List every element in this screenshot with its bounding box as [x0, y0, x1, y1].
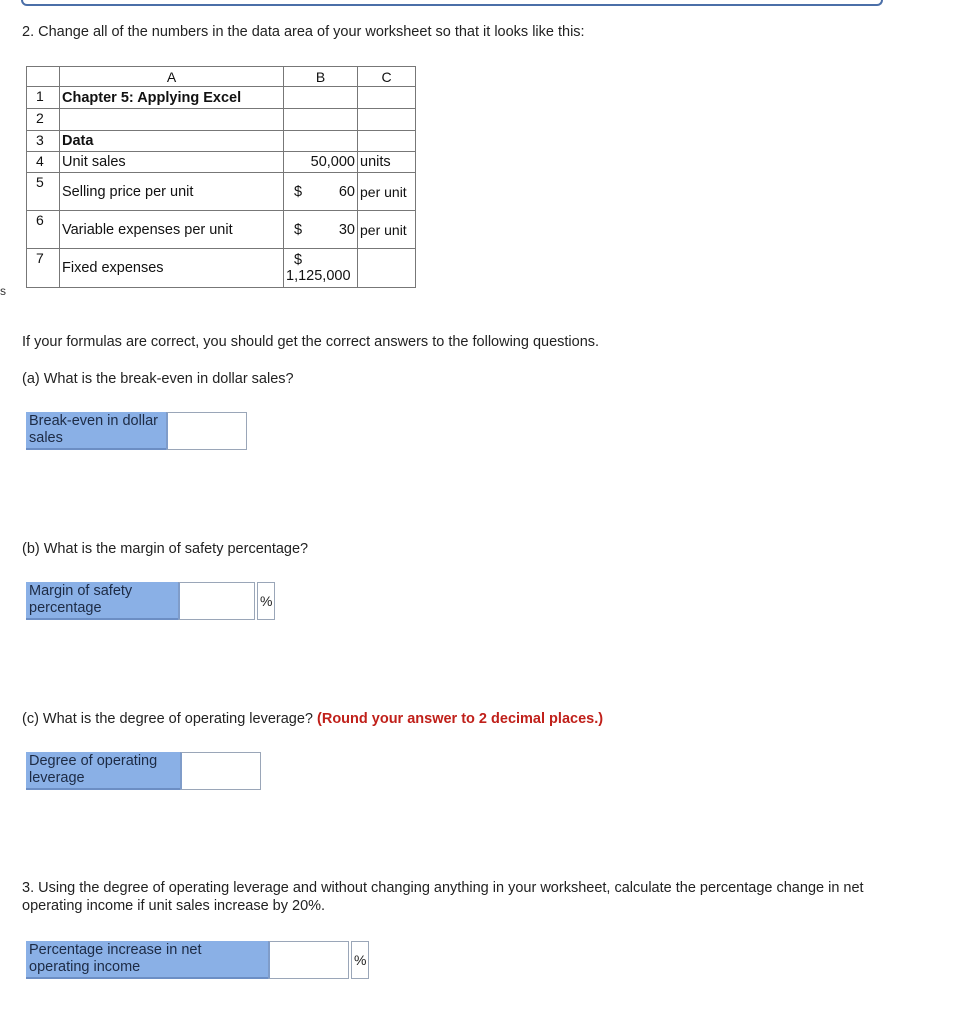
selling-price-value: 60	[338, 183, 355, 200]
dollar-sign: $	[294, 252, 303, 268]
row-number: 3	[27, 131, 60, 152]
cell-c1	[358, 87, 416, 109]
cell-c2	[358, 109, 416, 131]
margin-of-safety-answer-row	[26, 582, 275, 620]
question-c	[22, 710, 603, 728]
cell-b1	[284, 87, 358, 109]
unit-sales-label: Unit sales	[60, 152, 284, 173]
cell-c7	[358, 249, 416, 288]
question-b: (b) What is the margin of safety percentage?	[22, 541, 309, 557]
cell-b2	[284, 109, 358, 131]
col-header-a: A	[60, 67, 284, 87]
q2-instruction: 2. Change all of the numbers in the data area of your worksheet so that it looks like this:	[22, 24, 585, 40]
variable-expenses-cell	[284, 211, 358, 249]
col-header-c: C	[358, 67, 416, 87]
fixed-expenses-cell	[284, 249, 358, 288]
unit-sales-value: 50,000	[284, 152, 358, 173]
margin-of-safety-input[interactable]	[178, 582, 255, 620]
noi-increase-label: Percentage increase in net operating income	[26, 941, 268, 979]
dol-input[interactable]	[180, 752, 261, 790]
col-header-b: B	[284, 67, 358, 87]
sheet-row-4	[27, 152, 416, 173]
previous-section-frame	[21, 0, 883, 6]
percent-unit: %	[351, 941, 369, 979]
sheet-row-1	[27, 87, 416, 109]
question-a: (a) What is the break-even in dollar sales?	[22, 371, 294, 387]
edge-glyph: s	[0, 284, 6, 298]
margin-of-safety-label: Margin of safety percentage	[26, 582, 178, 620]
selling-price-unit: per unit	[358, 173, 416, 211]
cell-a2	[60, 109, 284, 131]
noi-increase-input[interactable]	[268, 941, 349, 979]
cell-c3	[358, 131, 416, 152]
fixed-expenses-label: Fixed expenses	[60, 249, 284, 288]
variable-expenses-value: 30	[338, 221, 355, 238]
data-heading-cell: Data	[60, 131, 284, 152]
dol-answer-row	[26, 752, 261, 790]
selling-price-label: Selling price per unit	[60, 173, 284, 211]
noi-increase-answer-row	[26, 941, 369, 979]
row-number: 5	[27, 173, 60, 211]
row-number: 4	[27, 152, 60, 173]
percent-unit: %	[257, 582, 275, 620]
break-even-label: Break-even in dollar sales	[26, 412, 166, 450]
unit-sales-unit: units	[358, 152, 416, 173]
break-even-input[interactable]	[166, 412, 247, 450]
fixed-expenses-value: 1,125,000	[286, 268, 351, 284]
selling-price-cell	[284, 173, 358, 211]
cell-b3	[284, 131, 358, 152]
row-number: 7	[27, 249, 60, 288]
dollar-sign: $	[294, 221, 303, 238]
sheet-row-5	[27, 173, 416, 211]
variable-expenses-unit: per unit	[358, 211, 416, 249]
sheet-row-7	[27, 249, 416, 288]
rounding-note: (Round your answer to 2 decimal places.)	[317, 711, 604, 727]
variable-expenses-label: Variable expenses per unit	[60, 211, 284, 249]
sheet-title-cell: Chapter 5: Applying Excel	[60, 87, 284, 109]
worksheet-table	[26, 66, 416, 288]
q3-instruction: 3. Using the degree of operating leverage and without changing anything in your worksheet, calculate the percentage change in net operating income if unit sales increase by 20%.	[22, 880, 864, 914]
sheet-row-6	[27, 211, 416, 249]
row-number: 1	[27, 87, 60, 109]
dol-label: Degree of operating leverage	[26, 752, 180, 790]
corner-cell	[27, 67, 60, 87]
break-even-answer-row	[26, 412, 247, 450]
sheet-row-2	[27, 109, 416, 131]
row-number: 2	[27, 109, 60, 131]
dollar-sign: $	[294, 183, 303, 200]
question-c-text: (c) What is the degree of operating leverage?	[22, 711, 313, 727]
intro-text: If your formulas are correct, you should get the correct answers to the following questions.	[22, 334, 600, 350]
sheet-row-3	[27, 131, 416, 152]
row-number: 6	[27, 211, 60, 249]
column-header-row	[27, 67, 416, 87]
